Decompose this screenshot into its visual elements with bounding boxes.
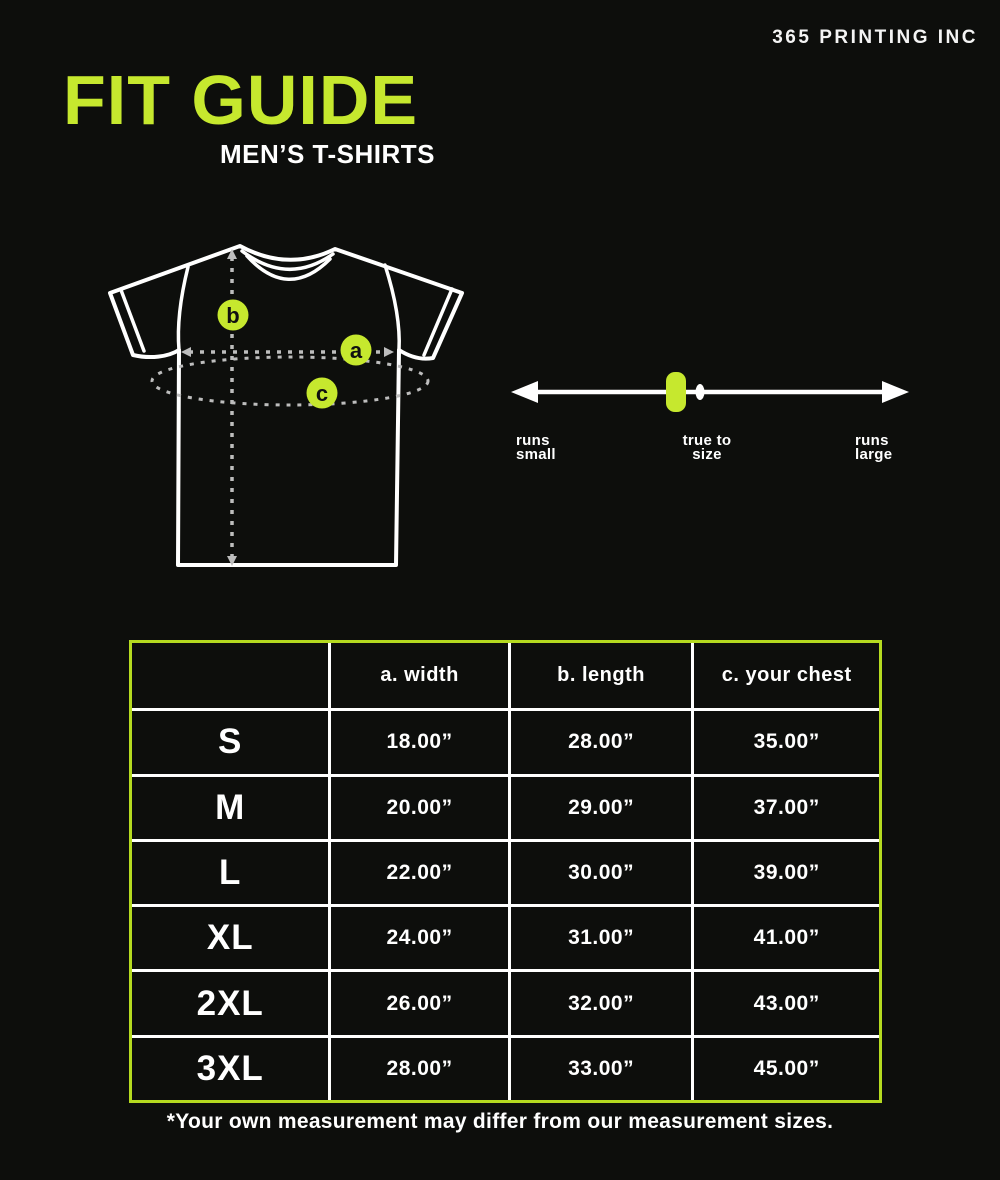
- table-value-cell: 28.00”: [328, 1035, 507, 1100]
- table-value-cell: 20.00”: [328, 774, 507, 839]
- table-value-cell: 37.00”: [691, 774, 878, 839]
- table-value-cell: 18.00”: [328, 708, 507, 773]
- table-header-cell-blank: [132, 643, 328, 708]
- tshirt-outline: [110, 246, 462, 565]
- right-sleeve-seam: [385, 265, 399, 350]
- table-size-cell: S: [132, 708, 328, 773]
- table-header-cell-width: a. width: [328, 643, 507, 708]
- table-header-cell-chest: c. your chest: [691, 643, 878, 708]
- marker-b-badge: [218, 300, 249, 331]
- scale-label-line: small: [516, 446, 556, 463]
- measurement-disclaimer: *Your own measurement may differ from our measurement sizes.: [166, 1110, 834, 1133]
- marker-b-label: b: [226, 303, 240, 328]
- table-value-cell: 29.00”: [508, 774, 692, 839]
- width-arrow-right: [384, 347, 394, 357]
- scale-center-dot: [696, 384, 705, 400]
- table-header-cell-length: b. length: [508, 643, 692, 708]
- marker-a-badge: [341, 335, 372, 366]
- table-value-cell: 39.00”: [691, 839, 878, 904]
- page-title: FIT GUIDE: [63, 61, 419, 139]
- page-subtitle: MEN’S T-SHIRTS: [219, 139, 435, 169]
- tshirt-svg: [80, 235, 480, 580]
- fit-scale: [505, 358, 915, 428]
- tshirt-diagram: [80, 235, 480, 580]
- scale-label-line: size: [692, 446, 722, 463]
- table-size-cell: 3XL: [132, 1035, 328, 1100]
- table-value-cell: 28.00”: [508, 708, 692, 773]
- table-size-cell: M: [132, 774, 328, 839]
- chest-measure-ellipse: [152, 357, 428, 405]
- table-size-cell: XL: [132, 904, 328, 969]
- scale-label-line: large: [855, 446, 893, 463]
- table-value-cell: 26.00”: [328, 969, 507, 1034]
- table-value-cell: 45.00”: [691, 1035, 878, 1100]
- scale-label-runs-large: [855, 434, 892, 462]
- scale-label-line: runs: [855, 432, 889, 449]
- table-value-cell: 41.00”: [691, 904, 878, 969]
- table-size-cell: 2XL: [132, 969, 328, 1034]
- table-value-cell: 24.00”: [328, 904, 507, 969]
- table-value-cell: 32.00”: [508, 969, 692, 1034]
- table-value-cell: 22.00”: [328, 839, 507, 904]
- table-value-cell: 30.00”: [508, 839, 692, 904]
- width-arrow-left: [181, 347, 191, 357]
- scale-indicator-handle: [666, 372, 686, 412]
- scale-label-line: runs: [516, 432, 550, 449]
- scale-arrow-left: [511, 381, 538, 403]
- scale-label-true-to-size: [655, 434, 759, 462]
- marker-c-badge: [307, 378, 338, 409]
- left-sleeve-seam: [178, 267, 188, 350]
- scale-arrow-right: [882, 381, 909, 403]
- table-value-cell: 33.00”: [508, 1035, 692, 1100]
- brand-text: 365 PRINTING INC: [772, 27, 978, 48]
- scale-label-runs-small: [516, 434, 556, 462]
- left-cuff-rib: [121, 290, 144, 351]
- marker-a-label: a: [349, 338, 363, 363]
- fit-scale-svg: [505, 358, 915, 428]
- marker-c-label: c: [315, 381, 329, 406]
- size-table: [129, 640, 882, 1103]
- table-value-cell: 35.00”: [691, 708, 878, 773]
- table-size-cell: L: [132, 839, 328, 904]
- table-value-cell: 43.00”: [691, 969, 878, 1034]
- table-value-cell: 31.00”: [508, 904, 692, 969]
- scale-label-line: true to: [682, 432, 732, 449]
